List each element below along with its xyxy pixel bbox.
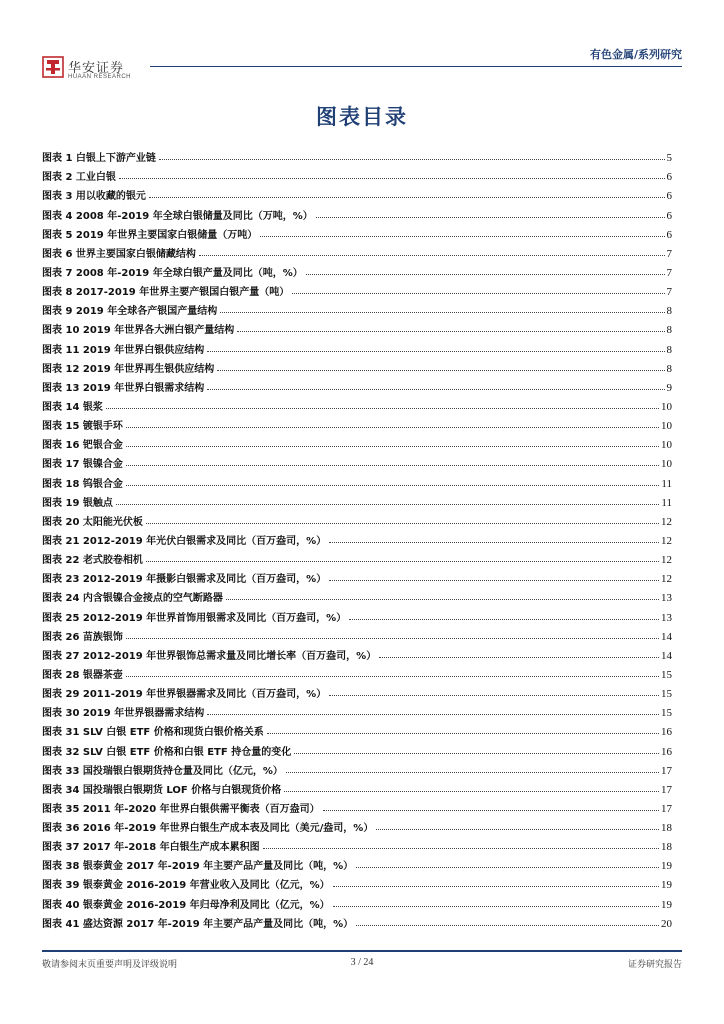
toc-entry-label[interactable]: 图表 31 SLV 白银 ETF 价格和现货白银价格关系 xyxy=(42,727,264,739)
toc-entry-label[interactable]: 图表 19 银触点 xyxy=(42,497,113,509)
toc-dot-leader xyxy=(149,197,665,198)
logo-english-text: HUAAN RESEARCH xyxy=(68,74,132,80)
toc-entry[interactable] xyxy=(42,585,672,604)
toc-dot-leader xyxy=(126,638,659,639)
toc-entry[interactable] xyxy=(42,853,672,872)
toc-dot-leader xyxy=(106,408,659,409)
toc-entry-page[interactable]: 15 xyxy=(661,668,672,681)
toc-dot-leader xyxy=(126,446,659,447)
toc-entry-page[interactable]: 14 xyxy=(661,630,672,643)
toc-entry[interactable] xyxy=(42,834,672,853)
toc-entry-label[interactable]: 图表 30 2019 年世界银器需求结构 xyxy=(42,708,205,720)
toc-entry-page[interactable]: 19 xyxy=(661,898,672,911)
toc-entry-label[interactable]: 图表 41 盛达资源 2017 年-2019 年主要产品产量及同比（吨，%） xyxy=(42,918,354,930)
toc-entry-label[interactable]: 图表 8 2017-2019 年世界主要产银国白银产量（吨） xyxy=(42,287,290,299)
toc-entry-page[interactable]: 10 xyxy=(661,439,672,452)
toc-dot-leader xyxy=(267,733,659,734)
toc-entry[interactable] xyxy=(42,911,672,930)
toc-entry-label[interactable]: 图表 39 银泰黄金 2016-2019 年营业收入及同比（亿元，%） xyxy=(42,880,330,892)
toc-entry[interactable] xyxy=(42,451,672,470)
toc-dot-leader xyxy=(207,389,664,390)
toc-entry-page[interactable]: 8 xyxy=(666,362,672,375)
toc-dot-leader xyxy=(126,485,660,486)
toc-entry[interactable] xyxy=(42,700,672,719)
report-section-label: 有色金属/系列研究 xyxy=(589,48,682,61)
toc-entry-label[interactable]: 图表 18 钨银合金 xyxy=(42,478,123,490)
toc-entry[interactable] xyxy=(42,298,672,317)
toc-entry-page[interactable]: 7 xyxy=(666,286,672,299)
toc-entry-label[interactable]: 图表 32 SLV 白银 ETF 价格和白银 ETF 持仓量的变化 xyxy=(42,746,292,758)
toc-dot-leader xyxy=(329,580,659,581)
toc-entry-page[interactable]: 10 xyxy=(661,458,672,471)
toc-entry-page[interactable]: 18 xyxy=(661,841,672,854)
toc-dot-leader xyxy=(294,753,659,754)
toc-entry-page[interactable]: 11 xyxy=(661,477,672,490)
toc-entry[interactable] xyxy=(42,528,672,547)
toc-dot-leader xyxy=(116,504,660,505)
toc-dot-leader xyxy=(226,599,659,600)
toc-entry-page[interactable]: 8 xyxy=(666,305,672,318)
toc-entry-page[interactable]: 16 xyxy=(661,745,672,758)
toc-entry-page[interactable]: 17 xyxy=(661,802,672,815)
toc-entry-label[interactable]: 图表 38 银泰黄金 2017 年-2019 年主要产品产量及同比（吨，%） xyxy=(42,861,354,873)
toc-entry-label[interactable]: 图表 34 国投瑞银白银期货 LOF 价格与白银现货价格 xyxy=(42,784,282,796)
toc-entry-page[interactable]: 7 xyxy=(666,266,672,279)
toc-entry[interactable] xyxy=(42,872,672,891)
toc-entry-label[interactable]: 图表 15 镀银手环 xyxy=(42,421,123,433)
toc-entry-page[interactable]: 8 xyxy=(666,343,672,356)
toc-entry-label[interactable]: 图表 23 2012-2019 年摄影白银需求及同比（百万盎司，%） xyxy=(42,574,327,586)
toc-entry-label[interactable]: 图表 35 2011 年-2020 年世界白银供需平衡表（百万盎司） xyxy=(42,803,320,815)
toc-entry-label[interactable]: 图表 36 2016 年-2019 年世界白银生产成本表及同比（美元/盎司，%） xyxy=(42,823,374,835)
toc-entry[interactable] xyxy=(42,222,672,241)
toc-entry-page[interactable]: 13 xyxy=(661,592,672,605)
toc-entry[interactable] xyxy=(42,796,672,815)
toc-dot-leader xyxy=(217,370,664,371)
toc-entry-page[interactable]: 6 xyxy=(666,171,672,184)
toc-entry[interactable] xyxy=(42,566,672,585)
toc-dot-leader xyxy=(220,312,664,313)
toc-dot-leader xyxy=(349,619,659,620)
toc-dot-leader xyxy=(306,274,665,275)
toc-dot-leader xyxy=(263,848,659,849)
toc-dot-leader xyxy=(329,542,659,543)
toc-entry-label[interactable]: 图表 24 内含银镍合金接点的空气断路器 xyxy=(42,593,223,605)
toc-dot-leader xyxy=(356,925,659,926)
toc-entry-page[interactable]: 17 xyxy=(661,764,672,777)
toc-entry-label[interactable]: 图表 26 苗族银饰 xyxy=(42,631,123,643)
toc-entry-label[interactable]: 图表 29 2011-2019 年世界银器需求及同比（百万盎司，%） xyxy=(42,689,327,701)
toc-entry-label[interactable]: 图表 1 白银上下游产业链 xyxy=(42,153,156,165)
toc-dot-leader xyxy=(333,886,659,887)
toc-entry-label[interactable]: 图表 28 银器茶壶 xyxy=(42,669,123,681)
toc-entry-page[interactable]: 5 xyxy=(666,152,672,165)
toc-entry-page[interactable]: 14 xyxy=(661,649,672,662)
toc-entry-page[interactable]: 20 xyxy=(661,917,672,930)
toc-entry-label[interactable]: 图表 11 2019 年世界白银供应结构 xyxy=(42,344,205,356)
toc-entry[interactable] xyxy=(42,164,672,183)
toc-dot-leader xyxy=(159,159,665,160)
toc-entry-page[interactable]: 13 xyxy=(661,611,672,624)
toc-entry-page[interactable]: 12 xyxy=(661,554,672,567)
toc-entry-label[interactable]: 图表 7 2008 年-2019 年全球白银产量及同比（吨，%） xyxy=(42,267,303,279)
toc-dot-leader xyxy=(292,293,664,294)
footer-disclaimer: 敬请参阅末页重要声明及评级说明 xyxy=(42,960,178,970)
toc-entry-label[interactable]: 图表 33 国投瑞银白银期货持仓量及同比（亿元，%） xyxy=(42,765,283,777)
toc-entry-label[interactable]: 图表 40 银泰黄金 2016-2019 年归母净利及同比（亿元，%） xyxy=(42,899,330,911)
toc-entry-page[interactable]: 9 xyxy=(666,381,672,394)
header-divider xyxy=(150,66,682,67)
toc-entry[interactable] xyxy=(42,738,672,757)
toc-dot-leader xyxy=(286,772,659,773)
toc-entry[interactable] xyxy=(42,681,672,700)
toc-entry-page[interactable]: 12 xyxy=(661,534,672,547)
toc-entry-label[interactable]: 图表 25 2012-2019 年世界首饰用银需求及同比（百万盎司，%） xyxy=(42,612,347,624)
toc-dot-leader xyxy=(329,695,659,696)
toc-dot-leader xyxy=(333,906,659,907)
toc-entry-page[interactable]: 12 xyxy=(661,515,672,528)
toc-entry[interactable] xyxy=(42,356,672,375)
table-of-figures xyxy=(42,145,672,930)
toc-dot-leader xyxy=(323,810,659,811)
toc-entry[interactable] xyxy=(42,604,672,623)
toc-entry[interactable] xyxy=(42,719,672,738)
toc-entry[interactable] xyxy=(42,317,672,336)
toc-entry-page[interactable]: 6 xyxy=(666,190,672,203)
logo-chinese-text: 华安证券 xyxy=(68,61,125,76)
toc-entry-page[interactable]: 15 xyxy=(661,688,672,701)
toc-entry-label[interactable]: 图表 10 2019 年世界各大洲白银产量结构 xyxy=(42,325,235,337)
toc-entry-page[interactable]: 10 xyxy=(661,400,672,413)
toc-dot-leader xyxy=(284,791,659,792)
toc-entry-page[interactable]: 11 xyxy=(661,496,672,509)
toc-entry-label[interactable]: 图表 5 2019 年世界主要国家白银储量（万吨） xyxy=(42,229,258,241)
toc-entry-page[interactable]: 15 xyxy=(661,707,672,720)
toc-entry[interactable] xyxy=(42,624,672,643)
toc-entry[interactable] xyxy=(42,202,672,221)
toc-entry-page[interactable]: 10 xyxy=(661,420,672,433)
toc-dot-leader xyxy=(207,714,659,715)
toc-entry[interactable] xyxy=(42,279,672,298)
toc-entry-page[interactable]: 17 xyxy=(661,783,672,796)
toc-entry[interactable] xyxy=(42,183,672,202)
toc-entry[interactable] xyxy=(42,394,672,413)
toc-entry-page[interactable]: 6 xyxy=(666,228,672,241)
toc-entry-label[interactable]: 图表 17 银镍合金 xyxy=(42,459,123,471)
page-number: 3 / 24 xyxy=(350,957,374,968)
toc-dot-leader xyxy=(199,255,665,256)
toc-entry[interactable] xyxy=(42,815,672,834)
toc-entry[interactable] xyxy=(42,260,672,279)
toc-entry-label[interactable]: 图表 22 老式胶卷相机 xyxy=(42,555,143,567)
toc-entry-page[interactable]: 18 xyxy=(661,822,672,835)
toc-dot-leader xyxy=(356,867,659,868)
toc-entry[interactable] xyxy=(42,891,672,910)
toc-dot-leader xyxy=(146,561,659,562)
toc-entry-page[interactable]: 19 xyxy=(661,860,672,873)
toc-entry[interactable] xyxy=(42,413,672,432)
toc-dot-leader xyxy=(126,676,659,677)
toc-entry-page[interactable]: 19 xyxy=(661,879,672,892)
toc-dot-leader xyxy=(260,236,664,237)
toc-entry[interactable] xyxy=(42,375,672,394)
toc-dot-leader xyxy=(379,657,659,658)
toc-entry-label[interactable]: 图表 27 2012-2019 年世界银饰总需求量及同比增长率（百万盎司，%） xyxy=(42,650,377,662)
footer-report-type: 证券研究报告 xyxy=(627,960,682,970)
toc-entry[interactable] xyxy=(42,777,672,796)
toc-entry-page[interactable]: 16 xyxy=(661,726,672,739)
toc-dot-leader xyxy=(126,427,659,428)
toc-entry-label[interactable]: 图表 13 2019 年世界白银需求结构 xyxy=(42,382,205,394)
toc-entry-label[interactable]: 图表 16 钯银合金 xyxy=(42,440,123,452)
toc-entry[interactable] xyxy=(42,662,672,681)
page-title: 图表目录 xyxy=(316,105,408,129)
company-logo xyxy=(42,56,152,86)
toc-entry-label[interactable]: 图表 4 2008 年-2019 年全球白银储量及同比（万吨，%） xyxy=(42,210,313,222)
toc-entry-page[interactable]: 6 xyxy=(666,209,672,222)
toc-entry-page[interactable]: 12 xyxy=(661,573,672,586)
toc-entry[interactable] xyxy=(42,509,672,528)
toc-entry-label[interactable]: 图表 37 2017 年-2018 年白银生产成本累积图 xyxy=(42,842,260,854)
toc-dot-leader xyxy=(207,351,664,352)
toc-entry-label[interactable]: 图表 14 银浆 xyxy=(42,401,103,413)
toc-entry[interactable] xyxy=(42,643,672,662)
toc-entry-label[interactable]: 图表 21 2012-2019 年光伏白银需求及同比（百万盎司，%） xyxy=(42,535,327,547)
toc-entry[interactable] xyxy=(42,758,672,777)
toc-entry-label[interactable]: 图表 12 2019 年世界再生银供应结构 xyxy=(42,363,215,375)
toc-entry-label[interactable]: 图表 2 工业白银 xyxy=(42,172,116,184)
toc-entry[interactable] xyxy=(42,470,672,489)
toc-dot-leader xyxy=(126,465,659,466)
toc-dot-leader xyxy=(119,178,665,179)
footer-divider xyxy=(42,950,682,952)
toc-entry-label[interactable]: 图表 6 世界主要国家白银储藏结构 xyxy=(42,248,196,260)
page-header xyxy=(42,46,682,80)
toc-entry-label[interactable]: 图表 3 用以收藏的银元 xyxy=(42,191,146,203)
toc-entry[interactable] xyxy=(42,241,672,260)
toc-entry-label[interactable]: 图表 20 太阳能光伏板 xyxy=(42,516,143,528)
toc-entry[interactable] xyxy=(42,145,672,164)
toc-entry[interactable] xyxy=(42,336,672,355)
toc-entry-page[interactable]: 7 xyxy=(666,247,672,260)
huaan-logo-icon xyxy=(42,56,64,78)
toc-dot-leader xyxy=(316,217,665,218)
toc-entry[interactable] xyxy=(42,547,672,566)
toc-entry[interactable] xyxy=(42,432,672,451)
toc-dot-leader xyxy=(237,331,664,332)
toc-dot-leader xyxy=(146,523,659,524)
toc-entry[interactable] xyxy=(42,490,672,509)
toc-entry-label[interactable]: 图表 9 2019 年全球各产银国产量结构 xyxy=(42,306,218,318)
toc-dot-leader xyxy=(376,829,659,830)
toc-entry-page[interactable]: 8 xyxy=(666,324,672,337)
